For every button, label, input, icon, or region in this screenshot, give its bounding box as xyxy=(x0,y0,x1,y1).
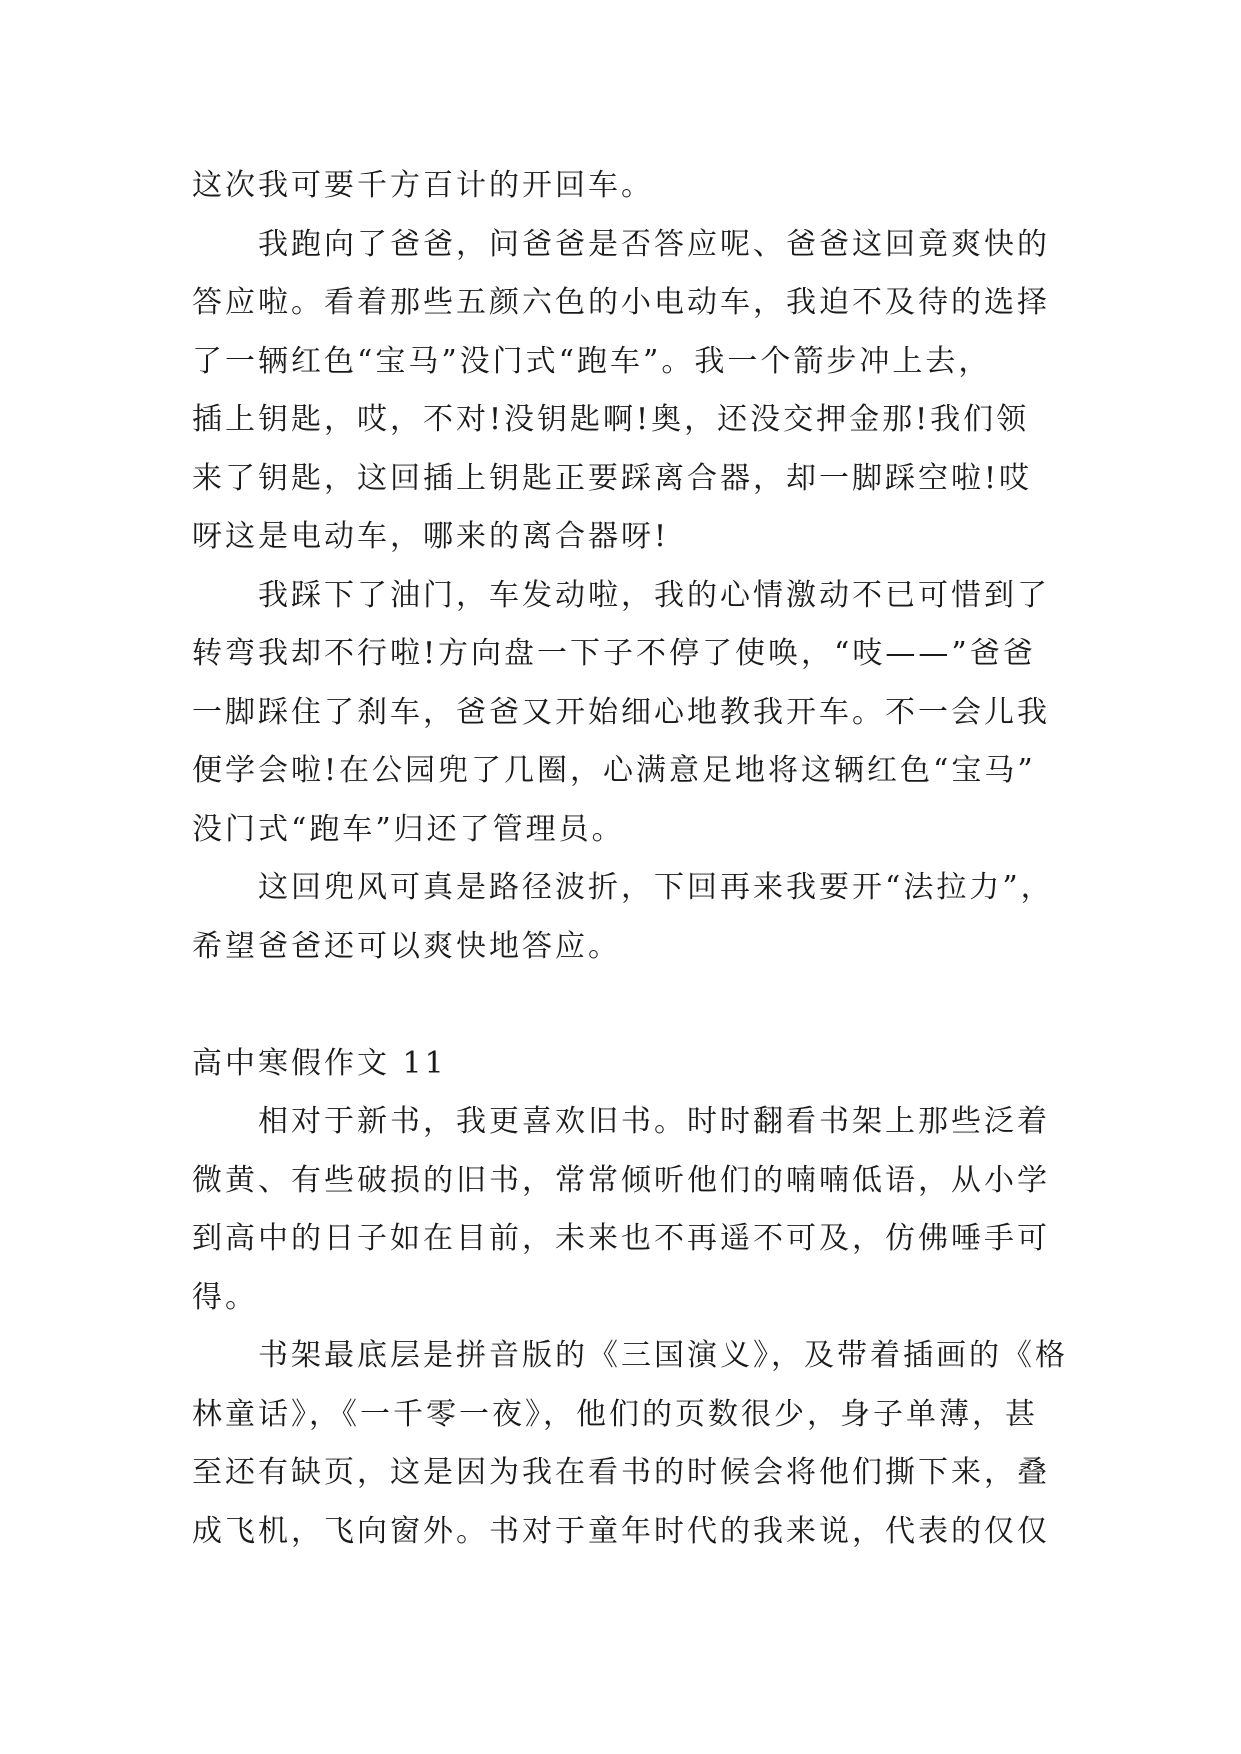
text-line: 插上钥匙，哎，不对!没钥匙啊!奥，还没交押金那!我们领 xyxy=(192,402,1030,437)
paragraph-start-line: 相对于新书，我更喜欢旧书。时时翻看书架上那些泛着 xyxy=(258,1104,1050,1139)
text-line: 希望爸爸还可以爽快地答应。 xyxy=(192,928,621,964)
paragraph-start-line: 这回兜风可真是路径波折，下回再来我要开“法拉力”， xyxy=(258,870,1054,905)
paragraph-start-line: 我跑向了爸爸，问爸爸是否答应呢、爸爸这回竟爽快的 xyxy=(258,226,1050,262)
text-line: 没门式“跑车”归还了管理员。 xyxy=(192,811,625,847)
text-line: 这次我可要千方百计的开回车。 xyxy=(192,168,654,203)
paragraph-start-line: 书架最底层是拼音版的《三国演义》，及带着插画的《格 xyxy=(258,1338,1068,1373)
text-line: 便学会啦!在公园兜了几圈，心满意足地将这辆红色“宝马” xyxy=(192,753,1036,788)
section-heading: 高中寒假作文 11 xyxy=(192,1045,447,1081)
blank-line xyxy=(192,976,1052,1035)
paragraph-start-line: 我踩下了油门，车发动啦，我的心情激动不已可惜到了 xyxy=(258,577,1050,613)
text-line: 来了钥匙，这回插上钥匙正要踩离合器，却一脚踩空啦!哎 xyxy=(192,460,1033,496)
text-line: 至还有缺页，这是因为我在看书的时候会将他们撕下来，叠 xyxy=(192,1455,1050,1490)
text-line: 到高中的日子如在目前，未来也不再遥不可及，仿佛唾手可 xyxy=(192,1221,1050,1256)
text-line: 微黄、有些破损的旧书，常常倾听他们的喃喃低语，从小学 xyxy=(192,1162,1050,1198)
document-body xyxy=(192,157,1068,1561)
text-line: 一脚踩住了刹车，爸爸又开始细心地教我开车。不一会儿我 xyxy=(192,694,1050,730)
text-line: 呀这是电动车，哪来的离合器呀! xyxy=(192,519,670,554)
text-line: 得。 xyxy=(192,1279,258,1315)
text-line: 林童话》，《一千零一夜》，他们的页数很少，身子单薄，甚 xyxy=(192,1396,1038,1432)
text-line: 成飞机，飞向窗外。书对于童年时代的我来说，代表的仅仅 xyxy=(192,1513,1050,1549)
text-line: 了一辆红色“宝马”没门式“跑车”。我一个箭步冲上去， xyxy=(192,343,992,379)
text-line: 答应啦。看着那些五颜六色的小电动车，我迫不及待的选择 xyxy=(192,285,1050,320)
text-line: 转弯我却不行啦!方向盘一下子不停了使唤，“吱——”爸爸 xyxy=(192,636,1036,671)
